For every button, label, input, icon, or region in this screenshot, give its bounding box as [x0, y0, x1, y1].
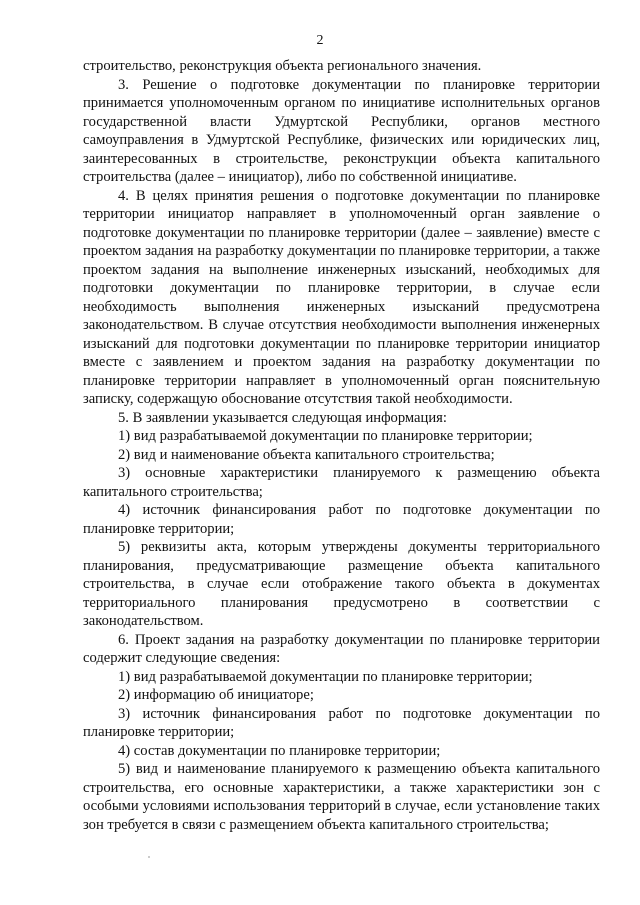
page-number: 2: [316, 33, 324, 48]
paragraph: 4. В целях принятия решения о подготовке документации по планировке территории инициатор направляет в уполномоченный орган заявление о подготовке документации по планировке территории (далее – заявление) вместе с проектом задания на разработку документации по планировке территории, а также проектом задания на выполнение инженерных изысканий, необходимых для подготовки документации по планировке территории, в случае если необходимость выполнения инженерных изысканий предусмотрена законодательством. В случае отсутствия необходимости выполнения инженерных изысканий для подготовки документации по планировке территории инициатор вместе с заявлением и проектом задания на разработку документации по планировке территории направляет в уполномоченный орган пояснительную записку, содержащую обоснование отсутствия такой необходимости.: [83, 187, 600, 407]
paragraph: 6. Проект задания на разработку документации по планировке территории содержит следующие сведения:: [83, 631, 600, 666]
paragraph: 4) состав документации по планировке территории;: [118, 742, 441, 759]
paragraph: 2) вид и наименование объекта капитального строительства;: [118, 446, 495, 463]
paragraph: 3) основные характеристики планируемого к размещению объекта капитального строительства;: [83, 465, 600, 500]
document-body: [83, 57, 600, 834]
paragraph: 5) вид и наименование планируемого к размещению объекта капитального строительства, его основные характеристики, а также характеристики зон с особыми условиями использования территорий в случае, если установление таких зон требуется в связи с размещением объекта капитального строительства;: [83, 761, 600, 833]
paragraph: 1) вид разрабатываемой документации по планировке территории;: [118, 668, 533, 685]
paragraph: 1) вид разрабатываемой документации по планировке территории;: [118, 428, 533, 444]
paragraph: строительство, реконструкция объекта регионального значения.: [83, 58, 482, 74]
paragraph: 5. В заявлении указывается следующая информация:: [118, 409, 447, 426]
paragraph: 3) источник финансирования работ по подготовке документации по планировке территории;: [83, 705, 600, 740]
paragraph: 3. Решение о подготовке документации по планировке территории принимается уполномоченным органом по инициативе исполнительных органов государственной власти Удмуртской Республики, органов местного самоуправления в Удмуртской Республике, физических или юридических лиц, заинтересованных в строительстве, реконструкции объекта капитального строительства (далее – инициатор), либо по собственной инициативе.: [83, 76, 600, 185]
scan-speck: [148, 856, 150, 858]
paragraph: 2) информацию об инициаторе;: [118, 687, 314, 703]
paragraph: 4) источник финансирования работ по подготовке документации по планировке территории;: [83, 502, 600, 537]
paragraph: 5) реквизиты акта, которым утверждены документы территориального планирования, предусматривающие размещение объекта капитального строительства, в случае если отображение такого объекта в документах территориального планирования предусмотрено в соответствии с законодательством.: [83, 539, 600, 629]
